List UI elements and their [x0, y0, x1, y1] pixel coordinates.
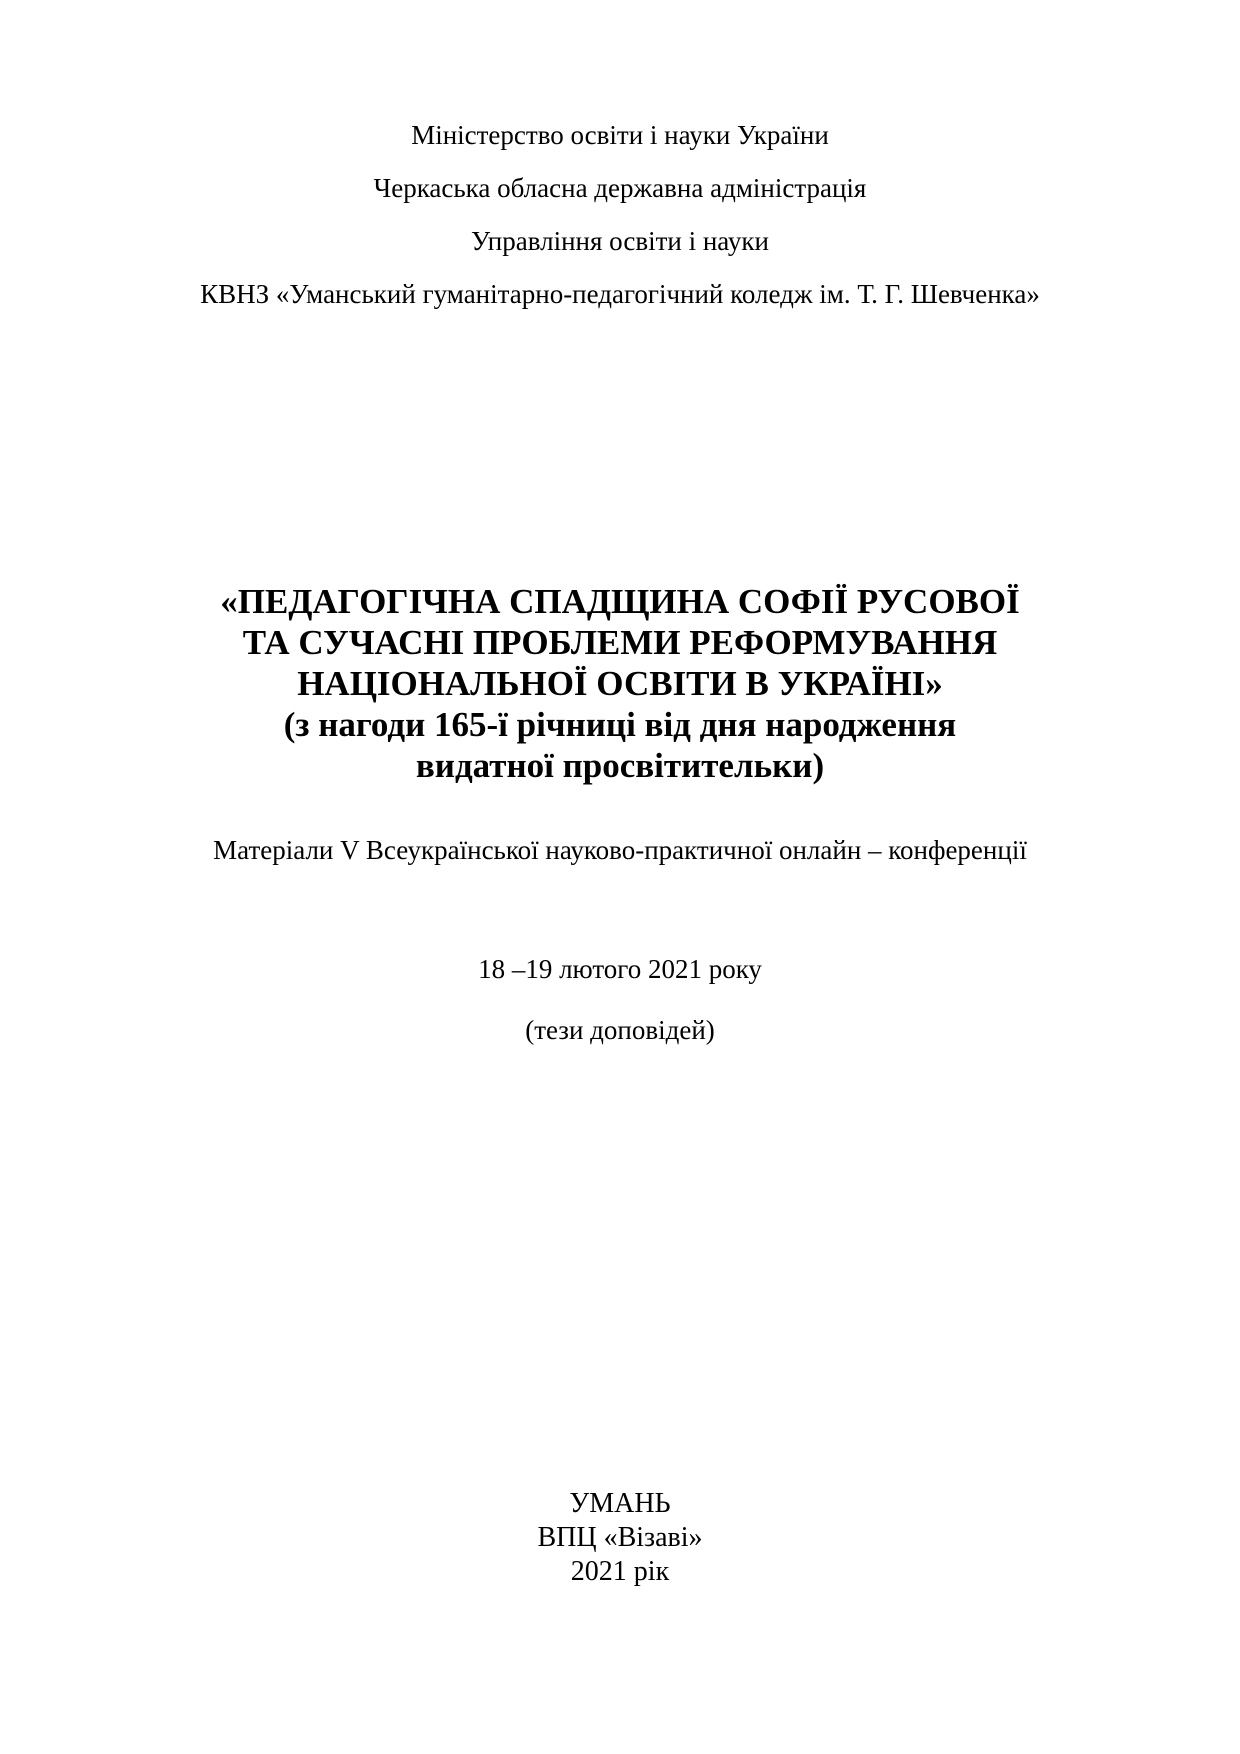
conference-title-line-2: ТА СУЧАСНІ ПРОБЛЕМИ РЕФОРМУВАННЯ [242, 623, 998, 662]
city: УМАНЬ [569, 1488, 671, 1519]
publisher: ВПЦ «Візаві» [537, 1522, 703, 1553]
conference-title-line-5: видатної просвітительки) [415, 746, 825, 785]
conference-dates: 18 –19 лютого 2021 року [478, 954, 762, 984]
year: 2021 рік [570, 1556, 670, 1587]
conference-title-line-4: (з нагоди 165-ї річниці від дня народження [283, 705, 957, 744]
college-line: КВНЗ «Уманський гуманітарно-педагогічний коледж ім. Т. Г. Шевченка» [200, 279, 1040, 309]
conference-title-line-1: «ПЕДАГОГІЧНА СПАДЩИНА СОФІЇ РУСОВОЇ [220, 582, 1020, 621]
conference-title-line-3: НАЦІОНАЛЬНОЇ ОСВІТИ В УКРАЇНІ» [297, 664, 943, 703]
ministry-line: Міністерство освіти і науки України [411, 120, 829, 150]
department-line: Управління освіти і науки [471, 226, 769, 256]
conference-subtitle: Матеріали V Всеукраїнської науково-практичної онлайн – конференції [213, 835, 1027, 865]
administration-line: Черкаська обласна державна адміністрація [373, 173, 867, 203]
abstracts-note: (тези доповідей) [525, 1015, 715, 1045]
